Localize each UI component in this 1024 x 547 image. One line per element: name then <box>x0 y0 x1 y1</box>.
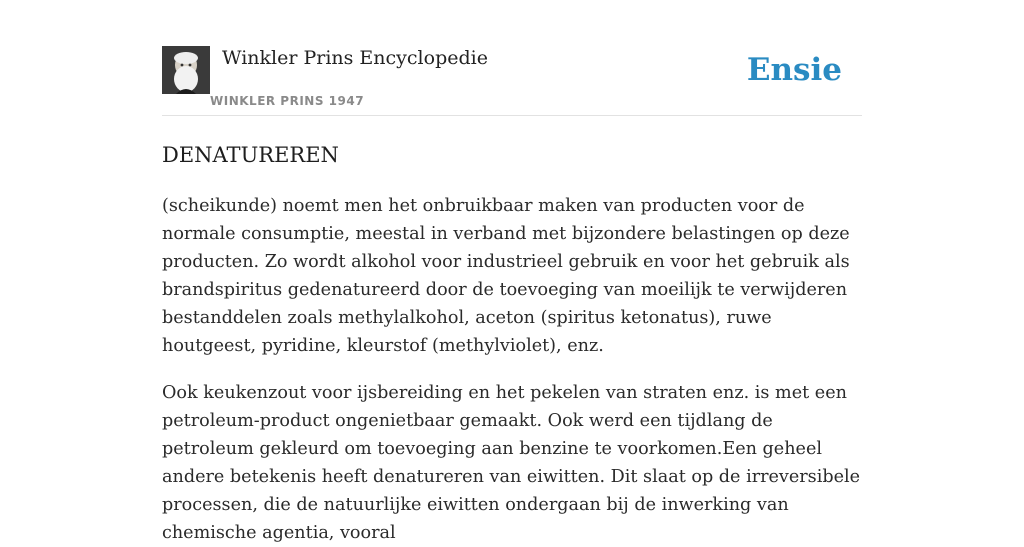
article-headword: DENATUREREN <box>162 143 339 167</box>
article-paragraph: Ook keukenzout voor ijsbereiding en het pekelen van straten enz. is met een petroleum-product ongenietbaar gemaakt. Ook werd een tijdlang de petroleum gekleurd om toevoeging aan benzine te voorkomen.Een geheel andere betekenis heeft denatureren van eiwitten. Dit slaat op de irreversibele processen, die de natuurlijke eiwitten ondergaan bij de inwerking van chemische agentia, vooral <box>162 383 861 543</box>
source-title[interactable]: Winkler Prins Encyclopedie <box>222 47 488 69</box>
avatar[interactable] <box>162 46 210 94</box>
header-divider <box>162 115 862 116</box>
source-header <box>162 46 862 116</box>
source-subtitle: WINKLER PRINS 1947 <box>210 94 365 108</box>
brand-logo[interactable]: Ensie <box>746 52 842 88</box>
portrait-icon <box>162 46 210 94</box>
article-paragraph: (scheikunde) noemt men het onbruikbaar maken van producten voor de normale consumptie, meestal in verband met bijzondere belastingen op deze producten. Zo wordt alkohol voor industrieel gebruik en voor het gebruik als brandspiritus gedenatureerd door de toevoeging van moeilijk te verwijderen bestanddelen zoals methylalkohol, aceton (spiritus ketonatus), ruwe houtgeest, pyridine, kleurstof (methylviolet), enz. <box>162 196 850 356</box>
article <box>162 140 862 547</box>
